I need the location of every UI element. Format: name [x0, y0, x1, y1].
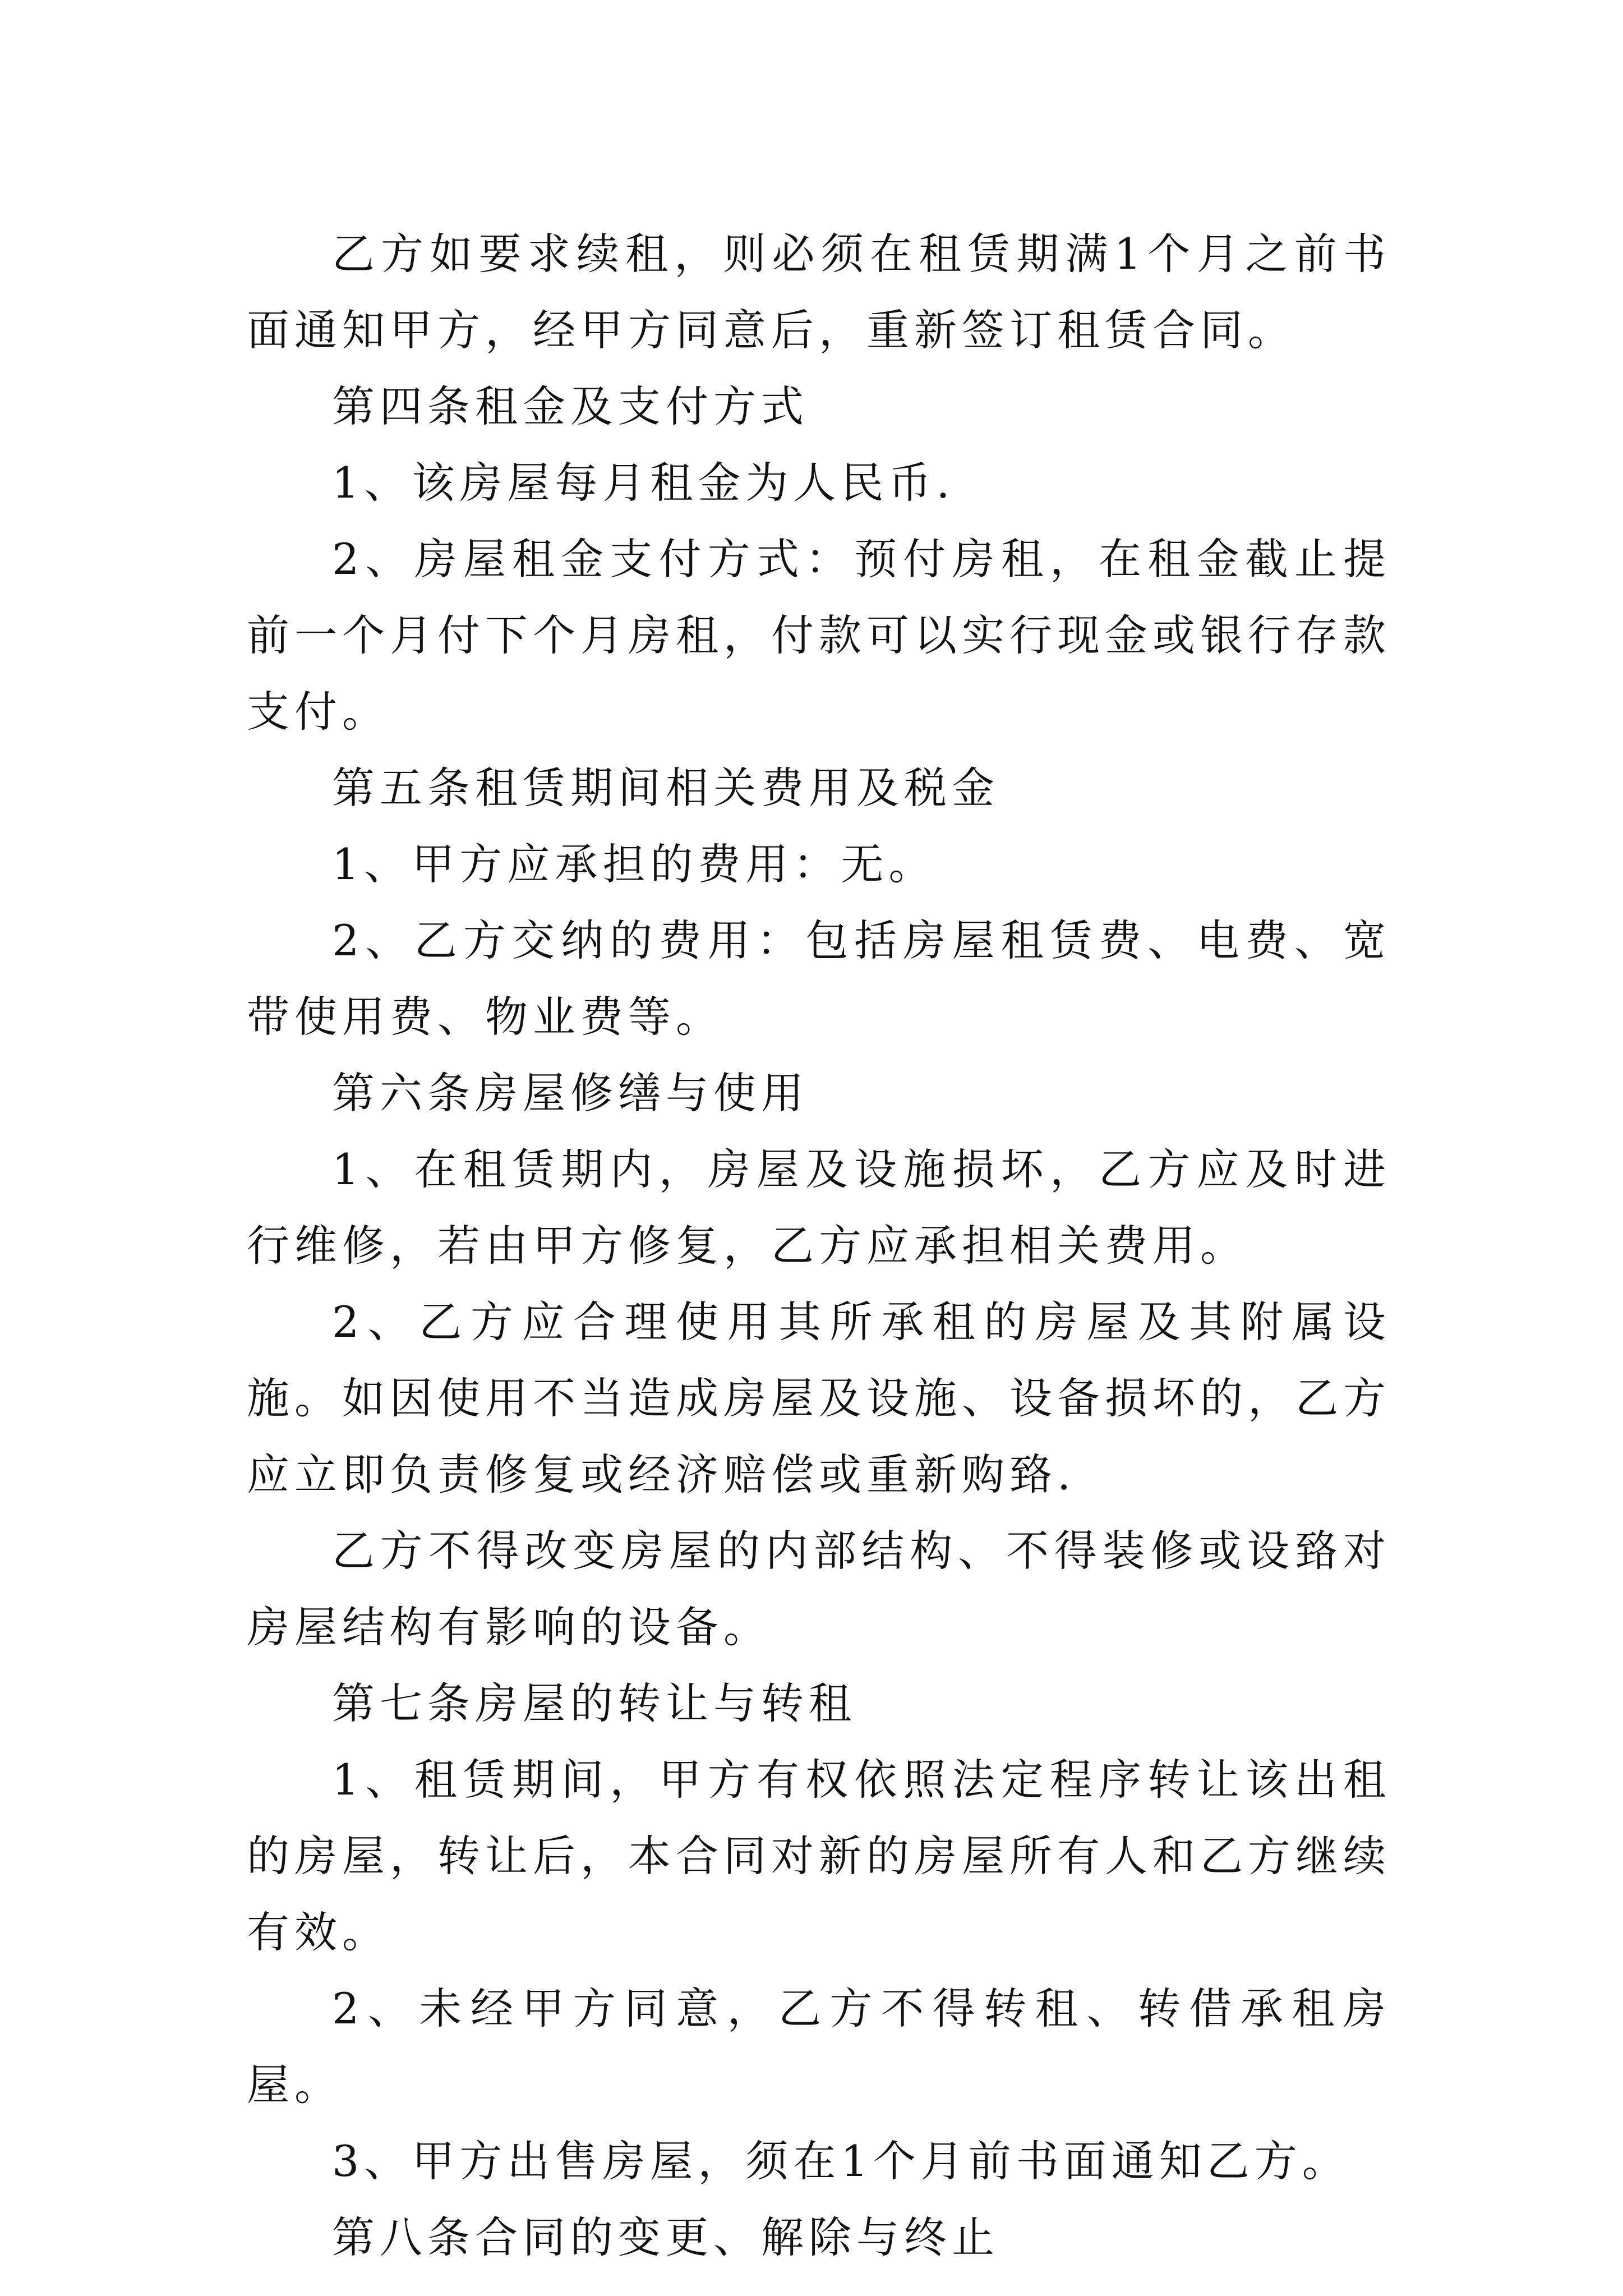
heading-article-8: 第八条合同的变更、解除与终止 [332, 2212, 999, 2262]
heading-article-6: 第六条房屋修缮与使用 [332, 1068, 809, 1118]
paragraph-no-structural-change: 乙方不得改变房屋的内部结构、不得装修或设臵对房屋结构有影响的设备。 [247, 1526, 1391, 1652]
paragraph-rent-amount: 1、该房屋每月租金为人民币. [332, 458, 955, 508]
paragraph-party-a-fees: 1、甲方应承担的费用：无。 [332, 839, 937, 889]
paragraph-renewal-notice: 乙方如要求续租，则必须在租赁期满1个月之前书面通知甲方，经甲方同意后，重新签订租赁合同。 [247, 229, 1391, 355]
heading-article-4: 第四条租金及支付方式 [332, 381, 809, 431]
document-body [247, 216, 1391, 2276]
heading-article-5: 第五条租赁期间相关费用及税金 [332, 763, 999, 813]
paragraph-payment-method: 2、房屋租金支付方式：预付房租，在租金截止提前一个月付下个月房租，付款可以实行现金或银行存款支付。 [247, 534, 1391, 737]
paragraph-proper-use: 2、乙方应合理使用其所承租的房屋及其附属设施。如因使用不当造成房屋及设施、设备损坏的，乙方应立即负责修复或经济赔偿或重新购臵. [247, 1297, 1391, 1499]
paragraph-transfer-right: 1、租赁期间，甲方有权依照法定程序转让该出租的房屋，转让后，本合同对新的房屋所有人和乙方继续有效。 [247, 1755, 1391, 1957]
paragraph-no-sublease: 2、未经甲方同意，乙方不得转租、转借承租房屋。 [247, 1984, 1391, 2110]
paragraph-party-b-fees: 2、乙方交纳的费用：包括房屋租赁费、电费、宽带使用费、物业费等。 [247, 915, 1391, 1042]
paragraph-repair-responsibility: 1、在租赁期内，房屋及设施损坏，乙方应及时进行维修，若由甲方修复，乙方应承担相关费用。 [247, 1144, 1391, 1271]
paragraph-sale-notice: 3、甲方出售房屋，须在1个月前书面通知乙方。 [332, 2136, 1350, 2186]
heading-article-7: 第七条房屋的转让与转租 [332, 1678, 856, 1728]
